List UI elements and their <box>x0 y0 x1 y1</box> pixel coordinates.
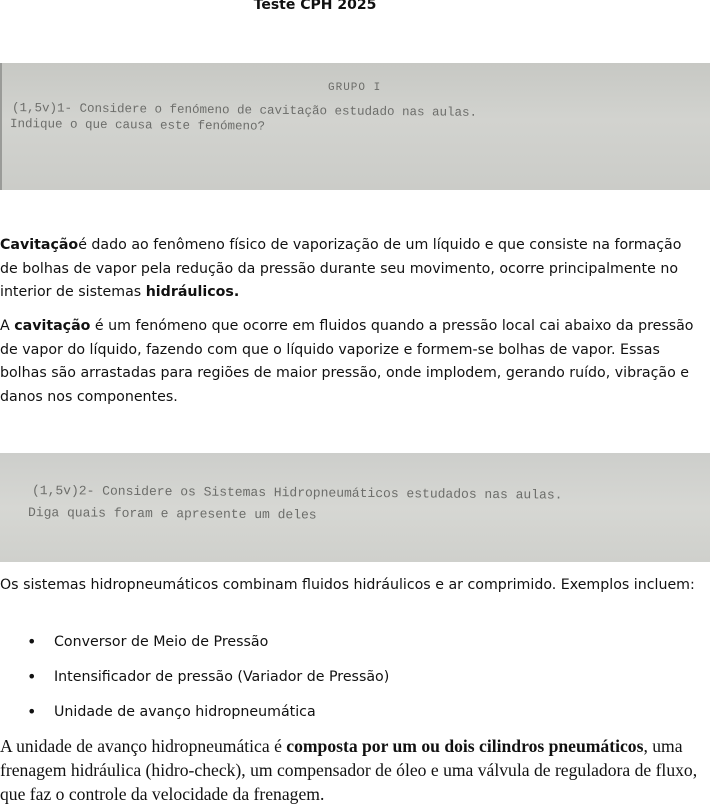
answer1-p2-start: A <box>0 318 15 334</box>
question2-line2: Diga quais foram e apresente um deles <box>27 505 317 523</box>
final-text-end: , uma frenagem hidráulica (hidro-check), um compensador de óleo e uma válvula de reguladora de fluxo, que faz o controle da velocidade da frenagem. <box>0 736 698 804</box>
answer1-term-end: hidráulicos. <box>145 284 240 300</box>
answer1-p2-term: cavitação <box>14 318 91 334</box>
examples-list <box>0 630 389 735</box>
question2-line1: (1,5v)2- Considere os Sistemas Hidropneumáticos estudados nas aulas. <box>31 483 563 503</box>
answer2-final <box>0 734 710 806</box>
final-text-start: A unidade de avanço hidropneumática é <box>0 736 287 756</box>
list-item: • Unidade de avanço hidropneumática <box>0 700 389 735</box>
answer1-text: é dado ao fenômeno físico de vaporização de um líquido e que consiste na formação de bolhas de vapor pela redução da pressão durante seu movimento, ocorre principalmente no interior de sistemas <box>0 237 682 300</box>
final-bold: composta por um ou dois cilindros pneumáticos <box>286 736 644 756</box>
answer1-paragraph1 <box>0 234 700 305</box>
list-item: • Intensificador de pressão (Variador de Pressão) <box>0 665 389 700</box>
answer1-paragraph2 <box>0 315 700 409</box>
answer1-p2-text: é um fenómeno que ocorre em fluidos quando a pressão local cai abaixo da pressão de vapor do líquido, fazendo com que o líquido vaporize e formem-se bolhas de vapor. Essas bolhas são arrastadas para regiões de maior pressão, onde implodem, gerando ruído, vibração e danos nos componentes. <box>0 318 694 405</box>
question2-scan <box>0 453 710 562</box>
question1-line2: Indique o que causa este fenómeno? <box>9 117 266 134</box>
page-title: Teste CPH 2025 <box>253 0 377 13</box>
question1-scan <box>0 63 710 190</box>
group-heading: GRUPO I <box>328 82 382 94</box>
answer2-intro: Os sistemas hidropneumáticos combinam fluidos hidráulicos e ar comprimido. Exemplos incluem: <box>0 577 695 593</box>
question1-line1: (1,5v)1- Considere o fenómeno de cavitação estudado nas aulas. <box>11 101 478 120</box>
list-item: • Conversor de Meio de Pressão <box>0 630 389 665</box>
answer1-term: Cavitação <box>0 237 79 253</box>
